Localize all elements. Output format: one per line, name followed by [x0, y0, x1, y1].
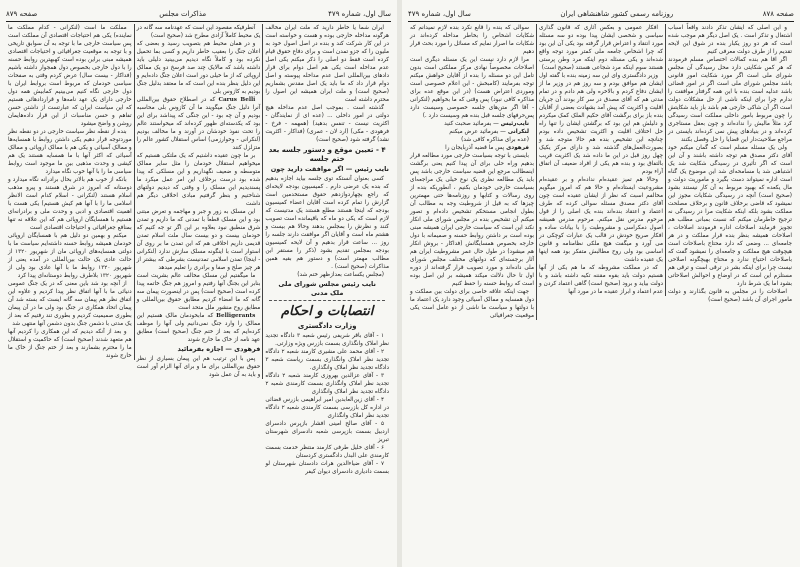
paragraph: و بعد از آنکه دیدیم که این همکاری را کردیم آنها هم متعهد شدند (صحیح است) که حاکمیت و استقلال ما را محترم بشمارند و بعد از ختم جنگ از خاک ما خارج شوند — [7, 329, 132, 359]
paragraph: ایران شما یا خاطر دارید که ملت ایران مخالف هرگونه مداخله خارجی بوده و هست و خواسته است در این کار شرکت کند و بنده در اصل اصول خود به ملیون را که جزو تمدن است و برای دفاع حقوق قیام کرده است فقط دو اصلی را ذکر میکنم یکی اصل عدم مداخله است یکی هم اصل دوام برای قرار دادهای بین‌المللی اصل عدم مداخله پیوسته و اصل دوام قرار داد که ما باید یک اصل مقدس بشماریم (صحیح است) و ملت ایران همیشه این اصول را محترم داشته است — [265, 25, 389, 103]
right-page — [402, 0, 800, 567]
paragraph: وزیر دادگستری وای این سه زمینه بنده با گفته اول ایشان هم موافق بودم و سه روز هم در وزیر ما از ایشان دفاع کردم و بالاخره ولی هم دادم و در تمام مدتی هم که آقای مصدق در سر کار بودند آن جریان اقلیت و اکثریت که پیش آمد بشهادت بعضی از آقایان بنده باز برای برگشت آقای حکیم الملک کمک میکردم و دلیلش هم این بود که برگشتن ایشان را تنها راه حل اختلاف اقلیت و اکثریت تشخیص داده بودم چنانچه این تشخیص بنده هم حالا متوجه شد و بصورت‌العمل‌های گذشته شد و دارای مرکز یکیک چهل روز قبل در این ما داده شد یک اکثریت قریب بالتفاق بود و بنده هم یکی از افراد ضعیف آن اتفاق آراء بودم — [539, 73, 663, 175]
paragraph: و در همان محیط هم بتصویب رسید و بعضی که اعلان جنگ را بعقیب خاطر داریم و کسی بما تحمیل نکرده بود و کاملاً نگاه دیدیم می‌بینید دلیلی باید داشته باشد که مالایک چند صد فرسخ دو یک ممالک اروپائی که از ما خیلی دور است اعلان جنگ داده‌ایم و این دلیل بنظر بنده این است که ما معتقد بدلیل جنگ بودیم به کازوس بلی — [136, 41, 261, 95]
section-heading: انتصابات و احکام — [280, 303, 374, 319]
header-rule — [408, 21, 794, 22]
section-title: مذاکرات مجلس — [159, 9, 207, 18]
paragraph: مرا لازم دارد نیست این یک مسئله دیگری است اصلاحات مخصوصاً نهادی مرکز مملکتی است بدون تامل این دو مسئله را بنده از آقایان خواهش میکنم توجه بفرمایند (کامبخش - این اعلام خصوصی است وموردی اعتراض هست) (در این موقع عده برای مذاکره کافی نبود) پس وقتی که ما بخواهیم (لنکرانی - آقا اگر متن‌های جلسه خصوصی وسیست دارد پس‌حرفهای جلسه قبل بنده هم وسیست دارد .) — [410, 57, 534, 119]
signature: ملک مدنی — [310, 289, 344, 297]
speaker-name: فرهودی — [504, 145, 529, 151]
paragraph: (مجلس یکساعت بعدازظهر ختم شد) — [297, 271, 384, 278]
paragraph: سوالی که بنده را قانع نکرد بنده لازم نمیدانم که شکایات اشخاص را بخاطر مداخله کرده‌اند در شکایات ما اصرار نمایم که مسائل را مورد بحث قرار دهیم — [410, 25, 534, 55]
divider — [269, 300, 385, 301]
paragraph: میکنم و بهمین دو دلیل هم با همسایگان اروپائی خودمان همیشه روابط حسنه داشته‌ایم سیاست ما با دولتی همسایه‌های اروپائی مان از شهریور ۱۳۲۰ از حالت عادی یک حالت بین‌المللی در آمده یعنی از شهریور ۱۳۲۰ روابط ما با آنها عادی بود ولی از شهریور ۱۳۲۰ بلاطرف روابط دوستانه‌ای پیدا کرد — [7, 233, 132, 279]
paragraph: ۵ - آقای صالح امینی افشار بازپرس دادسرای اردبیل بسمت بازپرسی شعبه دادسرای شهرستان تبریز — [265, 420, 389, 443]
columns — [408, 24, 794, 563]
paragraph: که در مملکت مشروطه که ما هم یکی از آنها هستیم دولت باید بقوه مقننه تکیه داشته باشد و با دولت بیاید و برود (صحیح است) گاهی اعتماد کردن و عدم اعتماد و ابراز عقیده ما در مورد آنها — [539, 265, 663, 295]
paragraph: (عده برای مذاکره کافی شد) — [461, 137, 529, 143]
issue-number: سال اول، شماره ۴۷۹ — [328, 9, 391, 18]
page-header — [408, 7, 794, 20]
paragraph: ما میگفتیم این مسلک مخالف عالم بشریت است بنابر این بجنگ آنها رفتیم و امروز هم جنگ خاتمه پیدا کرده است (صحیح است) پس در اینصورت پیمان سه گانه که ما امضاء کردیم مطابق حقوق بین‌المللی و مطابق روح منشور ملل متحد است — [136, 273, 261, 311]
speaker-text: — بفرمائید عرض میکنم — [449, 129, 506, 135]
paragraph: از آنچه بود شد باین معنی که در یک جنگ عمومی دنیائی ما با آنها اتفاق نظر پیدا کردیم و علاوه این اتفاق نظر هم پیمان سه گانه ایست که بسته شد آن پیمان اتحاد همکاری در جنگ بود ولی ما در آن پیمان بطوری صمیمیت کردیم و بطوری تند رفتیم که بعد از یک مدتی با دشمن جنگ بدون دشمن آنها منتهی شد — [7, 281, 132, 327]
paragraph: پس با این ترتیب هم این پیمان بسیاری از نظر حقوق بین‌المللی برای ما و برای آنها الزام آور است و باید به آن عمل شود — [136, 355, 261, 378]
paragraph: ۶ - آقای خلیل طرفی کارمند منتظر خدمت بسمت کارمندی علی البدل دادگستری کردستان — [265, 444, 389, 459]
left-page — [0, 0, 397, 567]
paragraph: و این اصلی که ایشان تذکر دادند واقعاً اسباب اشتغال و تذکر است . یک اصل دیگر هم موجب شده است که هر دو روز یکبار بنده در شوق این لایحه تقدیم را از طرف دولت معرفی کنیم — [668, 25, 792, 55]
section-title: روزنامه رسمی کشور شاهنشاهی ایران — [560, 9, 674, 18]
paragraph: آنطرفیکه مقصود این است که عهدنامه سه گانه در یک محیط کاملاً آزادی مطرح شد (صحیح است) — [136, 25, 261, 39]
speaker-name: نایب‌رئیس — [498, 121, 529, 127]
paragraph: بنده از نقطه نظر سیاست خارجی در دو نقطه نظر موردتوجه قرار دهیم یکی داشتن روابط با همسایه‌ها و ممالک آسیائی و یکی هم با ممالک اروپائی و ممالک آسیائی که اکثر آنها با ما همسایه هستند یک هم کیشی و وحدت مذهبی بین ما موجود است روابط سیاسی ما را با آنها خوب نگاه میدارد — [7, 129, 132, 175]
column-3 — [6, 24, 135, 360]
speaker-text: پس ما قضیه آذربایجان را — [445, 145, 505, 151]
page-number: صفحه ۸۷۹ — [6, 9, 38, 18]
speaker-line — [410, 128, 534, 136]
paragraph: گذشته است . بموجب اصل عدم مداخله هیچ دولتی در امور داخلی ... (عده ای از نمایندگان - اکثریت نیست - تنفس بدهید) (همهمه - فرخ - فرهودی - مکی) (ارد لان - عمری) (فداکار - اکثریت نشد) گرفته شود (صحیح است) — [265, 105, 389, 143]
paragraph: بانکه از خوب هم بالاتر بحال برادرانه نگاه میدارد و دوستانه که امروز در شرق هستند و پیرو مذهب اسلام هستند (لنکرانی - اسلام کدام است الانظر اسلامی ما را با آنها هم کیش هستیم) یکی هست با اهمیت اقتصادی و ادبی و وحدت ملی و برادرانه‌ای هستیم با همسایگان اروپائی هم که این علاقه نه تنها بمنافع جغرافیائی و احتیاجات اقتصادی است — [7, 177, 132, 231]
speaker-line — [410, 144, 534, 152]
paragraph: ۳ - آقای عزالدین بهروزی کارمند شعبه ۲ دادگاه تجدید نظر املاک وانگذاری بسمت کارمندی شعبه ۲ دادگاه تجدید نظر املاک وانگذاری — [265, 372, 389, 395]
paragraph: این مسلک به زور و جبر و مهاجمه و تعرض مبتنی بود و این مسلک قطعاً با تمدنی که ما داریم و تمدن شرق منطبق نبود بعلاوه بر این اگر تو جه کنیم که خودمان بیست و دو بیست سال ملت اسلام تمدن قدیمی داریم اخلاقی هم که این تمدن ما بر روی آن استوار است با اینگونه مسلک سازش ندارد (لنکرانی - اینجا) تمدن اسلامی تمدنیست بشرطی که بیشتر از هر چیز صلح و صفا و برادری را تعلیم میدهد — [136, 209, 261, 271]
paragraph: بایستی با توجه بسیاست خارجی مورد مطالعه قرار بدهیم وراه حلی برای آن پیدا کنیم یعنی برگشت اینمطالب مرجع این قضیه سیاست خارجی باشد پس باید یک مطالعه نظری یک نوع خیلی یک مراجعه‌ای بسیاست خارجی خودمان بکنیم ، آنطوریکه بنده از روی رسالات و کتابها و روزنامه‌ها حتی مهمترین چیزها که به قیل از شروطیت وجه به مطالب آن بطول انجامی مستحکم تشخیص داده‌ام و تصور میکنم آن تشخیص بنده در مجلس شورای ملی انکار نکند این است که سیاست خارجی ایران همیشه مبنی بوده است بر داشتن روابط حسنه و صمیمانه با دول خارجه بخصوص همسایگانش (فداکار - بروش انکار هم میشود) در طول حال عمر مشروطیت ایران هم آثار برجسته‌ای که دولتهای مختلف مجلس شورای ملی داده‌اند و مورد تصویب قرار گرفته‌اند از دوره اول تا حال دلالت میکند همیشه بر این اصل بوده است که روابط حسنه را حفظ کنیم — [410, 153, 534, 287]
paragraph: ۷ - آقای ضیاءالدین هرات دادستان شهرستان لو بسمت دادیاری دادسرای دیوان کیفر — [265, 460, 389, 475]
page-header — [6, 7, 391, 20]
paragraph: افکار عمومی و بعکس آثاری که قانون گذاری سیاسی و شخصی ایشان پیدا بوده دو سه مسئله مورد انتقاد و اعتراض قرار گرفته بود یکی آن این بود که چرا اشخاص جامعه ملی کمتر مورد توجه واقع شده‌اند و یکی مسئله دوم اینکه مرد وطن پرستی هستند سوم اینکه مرد شجاعی هستند (صحیح است) — [539, 25, 663, 71]
speaker-heading: فرهودی — اجازه بفرمائید — [177, 345, 261, 353]
columns — [6, 24, 391, 563]
subheading: ۴ - تعیین موقع و دستور جلسه بعد ختم جلسه — [268, 146, 386, 163]
paragraph: ۲ - آقای محمد علی مشیری کارمند شعبه ۲ دادگاه تجدید نظر املاک وانگذاری بسمت ریاست شعبه ۳ دادگاه تجدید نظر املاک وانگذاری. — [265, 348, 389, 371]
header-rule — [6, 21, 391, 22]
column-1 — [666, 24, 794, 304]
speaker-text: — بفرمائید صحبت کنید — [444, 121, 499, 127]
paragraph: Belligerants که مابخودمان مالک هستیم این ممالک را وارد جنگ نمی‌دانیم ولی آنها را موظف کرده‌ایم که بعد از ختم جنگ (صحیح است) مطابق عهد نامه از خاک ما خارج شوند — [136, 313, 261, 343]
column-2 — [135, 24, 264, 379]
paragraph: ۴ - آقای زین‌العابدین امیر ابراهیمی بازرس قضائی در اداره کل بازرسی بسمت کارمندی شعبه ۲ دادگاه تجدید نظر املاک وانگذاری — [265, 396, 389, 419]
paragraph: وحالا هم تمیز عقیده‌ام نداده‌ام و بر عقیده‌ام مشروعیت ایستاده‌ام و حالا هم که امروز میگویم مخالفم اسبت که نظر از ایشان عقیده است چون آقای دکتر مصدق مسئله سوالی کرده که طرف اعتماد و اعتقاد بنده‌اند بنده یک اصلی را از قول مرحوم مدرس نقل میکنم. مرحوم مدرس همیشه اصول دمکراسی و مشروطیت را با بیانات ساده و افکار صریح خودش در قالب یک عبارات کوچکی در می آورد و میگفت هیچ ملکی نظامنامه و قانون اساسی بود ولی روح مطالبش متفکر بود همه اینها یک عقیده داشت — [539, 177, 663, 263]
subheading: وزارت دادگستری — [297, 321, 357, 330]
paragraph: ۱ - آقای باقر شریفی رئیس شعبه ۳ دادگاه تجدید نظر املاک وانگذاری بسمت بازرس ویژه وزارتی. — [265, 332, 389, 347]
paragraph: مملکت ما است (لنکرانی - کدام مملکت ما نماینده) یکی هم احتیاجات اقتصادی آن مملکت است پس سیاست خارجی ما با توجه به آن سوابق تاریخی و با توجه به موقعیت جغرافیائی و احتیاجات اقتصادی همیشه مبنی براین بوده است کهبهترین روابط حسنه را با دول خارجی بخصوص دول همجوار داشته باشیم (فداکار - بیست سال) عرض کردم وقتی به صفحات سیاسی خودمان که مربوط است بروابط ایران با دول خارجی نگاه کنیم می‌بینیم کمابیش همه دول خارجی دارای یک عهد نامه‌ها و قراردادهائی هستیم که این سیاست ایران که عبارتست از داشتن حسن تفاهم و حسن مناسبات از این قرار داده‌هایمان روشن و واضح میشود — [7, 25, 132, 127]
paragraph: بر ما چون عقیده داشتیم که یک ملتکی هستیم که میخواهیم استقلال خودمان را مثل سایر ممالک متوسطه و ضعیف نگهداریم و این مسلکی که پیدا شده بود درست برخلاف این امر عمل میکرد ما پسندیدیم این مسلک را و وقتی که دیدیم دولتهای شناختیم و بنظر گرفتیم مبادی اخلاقی دیگر هم داشت — [136, 153, 261, 207]
page-number: صفحه ۸۷۸ — [762, 9, 794, 18]
speaker-name: لنکرانی — [505, 129, 529, 135]
paragraph: جهت اینکه علاقه خاصی برای دولت بین مملکت و دول همسایه و ممالک آسیائی وجود دارد یک اعتماد ما با دولتها و سیاست ما ناشی از دو عامل است یکی موقعیت جغرافیائی — [410, 289, 534, 319]
paragraph: اگر اقا هم بنده کمالات اختصاص مسلم فرمودند که هر کس شکایتی دارد محل رسیدگی آن مجلس شورای ملی است اگر مورد شکایت امور قانونی باشد مجلس شورای ملی است اگر در امور قضائی باشد عدلیه است بنده با این همه گرفتار موافقت را ندارم چرا برای اینکه ناشی از حل مشکلات دولت است اگر آن شاکی خارجی هم باشد باز باید شکایتش را چون مربوط بامور داخلی مملکت است رسیدگی کرد مثلاً مالیش را نداده‌اند و چون بعقل مستاجری کرده‌اند و در بنیادهای پیش نمی کرده‌اند بایستی در مراجع صلاحیت‌دار این قضایا را حل وفصل بکنند — [668, 57, 792, 143]
paragraph: کسی بعنوان آنستکه توی جلسه بیاید اجازه بدهیم که بنده یک عرضی دارم . کمیسیون بودجه لایحه‌ای که راجع بچهاردوازدهم حقوق مستخدمین است گزارش را تمام کرده است آقایان اعضاء کمیسیون بودجه که اینجا هستند مطلع هستند یک مدتیست که لازم است که یکی دو ماه که باقیمانده است تصویب کنند و نظرش را بمجلس بدهند وحالا هم بیست و هشتم ماه است و آقایان اگر موافقت دارند جلسه را روز ... ساعت قرار بدهیم و آن لایحه کمیسیون بودجه بمجلس تقدیم بشود (ذکر را مستقر این مطالب مهمتر است) و دستور هم بقیه همین مذاکرات (صحیح است) . — [265, 175, 389, 270]
paragraph: ولی یک مسئله مسلم است که گمان میکنم خود آقای دکتر مصدق هم توجه داشته باشند و آن این است که اگر تأثیری در رسیدگی شکایت شد یک اشتباهی شد یا مسامحه‌ای شد این موضوع یک گناه است اداره نمیتواند دست بگیرد و ماموریت دولت و مال یکعده که بهبود مربوط به آن کار نیستند بشود (صحیح است) آنچه در رسیدگی شکایات مجوز این نمیشود که قاضی برخلاف قانون و برخلاف مصلحت مملکت بشود بلکه اینکه شکایت مرا در رسیدگی نه ترجیح خاطرمان میکنم که نسبت بمبانی مطلب هم تجویز فرمایند اصلاحات اداره فرمودند اصلاحات ، اصلاحات همیشه بنظر بنده قرار مملکت و در هر جامعه‌ای ... وضعی که دارد محتاج باصلاحات است هیچوقت هیچ مملکت و جامعه‌ای را نمیشود گفت که باصلاحات احتیاج ندارد و محتاج بهیچگونه اصلاحی نیست چرا برای اینکه بشر در ترقی است و ترقی هم مستلزم این است که در اوضاع و احوالش اصلاحاتی بشود اما یک شرط دارد — [668, 145, 792, 287]
column-3 — [408, 24, 537, 320]
column-2 — [537, 24, 666, 296]
issue-number: سال اول، شماره ۴۷۹ — [408, 9, 471, 18]
speaker-heading: نایب رئیس — اگر موافقت دارید چون — [270, 165, 389, 173]
signature: نایب رئیس مجلس شورای ملی — [278, 279, 376, 288]
paragraph: اصلاحات را در مجلس به قانون بگذارند و دولت مامور اجرای آن باشد (صحیح است) — [668, 289, 792, 303]
speaker-line — [410, 120, 534, 128]
paragraph: Carus Belli که در اصطلاح حقوق بین‌المللی آنرا دلیل جنگ میگویند ما آن کازوس بلی محاسبه بودیم و آن چه بود - این جنگی که پیداشد برای این بود که یکدسته‌ای ظهور کرده‌اند که میخواستند عالم را تحت نفوذ خودشان در آورند و ما مخالف بودیم (لنکرانی - وخوارزمی) اساس استقلال کشور عالم را متزلزل کنند — [136, 97, 261, 151]
column-1 — [263, 24, 391, 476]
